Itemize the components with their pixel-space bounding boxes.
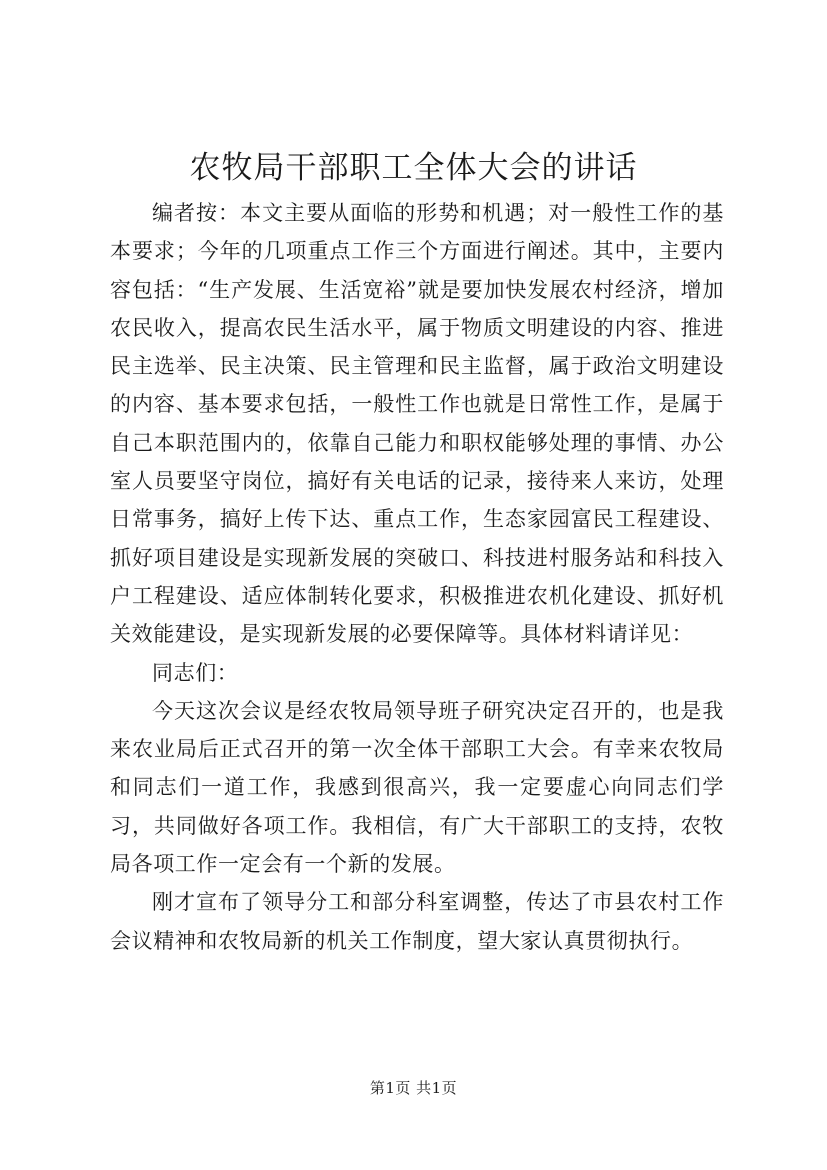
document-title: 农牧局干部职工全体大会的讲话 xyxy=(189,150,638,186)
editor-note-paragraph: 编者按：本文主要从面临的形势和机遇；对一般性工作的基本要求；今年的几项重点工作三个方面进行阐述。其中，主要内容包括：“生产发展、生活宽裕”就是要加快发展农村经济，增加农民收入，提高农民生活水平，属于物质文明建设的内容、推进民主选举、民主决策、民主管理和民主监督，属于政治文明建设的内容、基本要求包括，一般性工作也就是日常性工作，是属于自己本职范围内的，依靠自己能力和职权能够处理的事情、办公室人员要坚守岗位，搞好有关电话的记录，接待来人来访，处理日常事务，搞好上传下达、重点工作，生态家园富民工程建设、抓好项目建设是实现新发展的突破口、科技进村服务站和科技入户工程建设、适应体制转化要求，积极推进农机化建设、抓好机关效能建设，是实现新发展的必要保障等。具体材料请详见： xyxy=(110,201,724,647)
speech-paragraph: 今天这次会议是经农牧局领导班子研究决定召开的，也是我来农业局后正式召开的第一次全体干部职工大会。有幸来农牧局和同志们一道工作，我感到很高兴，我一定要虚心向同志们学习，共同做好各项工作。我相信，有广大干部职工的支持，农牧局各项工作一定会有一个新的发展。 xyxy=(110,698,724,877)
page-number-footer: 第1页 共1页 xyxy=(369,1079,458,1097)
document-body xyxy=(110,194,724,960)
salutation-paragraph: 同志们： xyxy=(152,660,239,685)
speech-paragraph: 刚才宣布了领导分工和部分科室调整，传达了市县农村工作会议精神和农牧局新的机关工作制度，望大家认真贯彻执行。 xyxy=(110,890,724,953)
